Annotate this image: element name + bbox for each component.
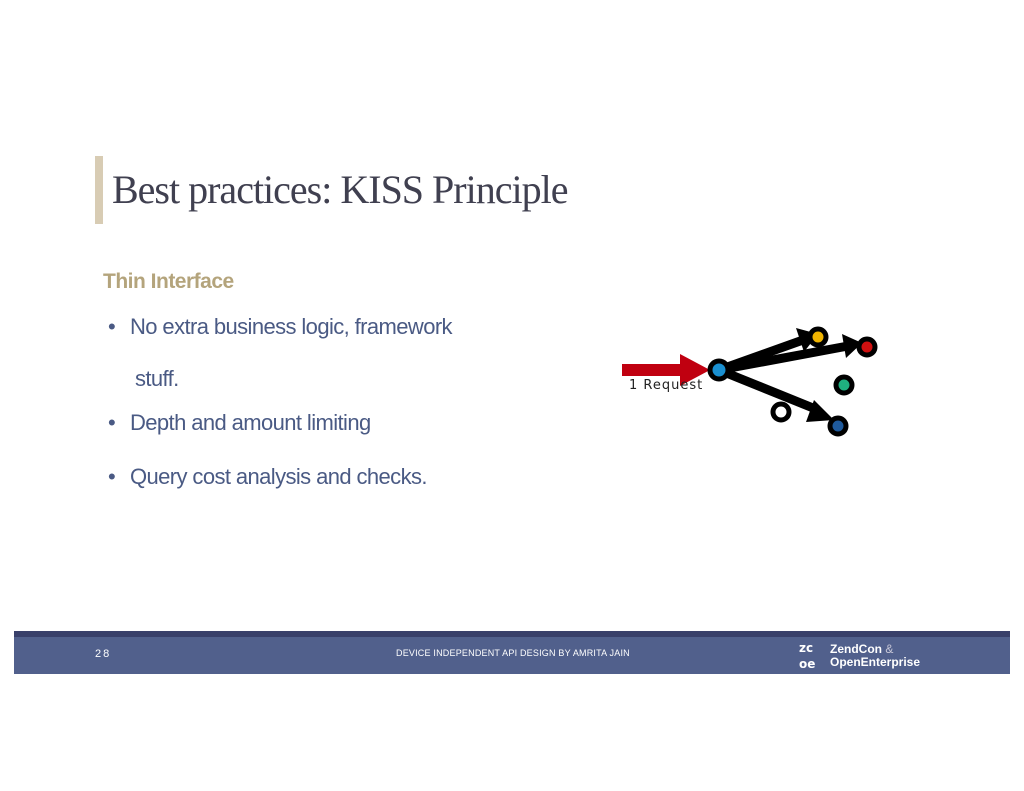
diagram-edge [719, 370, 818, 410]
svg-text:oe: oe [799, 657, 816, 671]
bullet-text: No extra business logic, framework [130, 314, 452, 339]
bullet-dot: • [108, 410, 116, 435]
logo-line2: OpenEnterprise [830, 655, 921, 669]
zendcon-logo [796, 639, 928, 671]
zendcon-logo-mark [796, 639, 822, 671]
bullet-text: Query cost analysis and checks. [130, 464, 427, 489]
diagram-label: 1 Request [629, 378, 704, 393]
bullet-text: Depth and amount limiting [130, 410, 371, 435]
svg-text:zc: zc [799, 641, 814, 655]
bullet-item [108, 410, 371, 436]
bullet-item [108, 464, 427, 490]
bullet-dot: • [108, 314, 116, 339]
node-green [836, 377, 852, 393]
node-yellow [810, 329, 826, 345]
node-source [710, 361, 728, 379]
slide-subtitle: Thin Interface [103, 270, 234, 293]
node-red [859, 339, 875, 355]
footer-caption: DEVICE INDEPENDENT API DESIGN BY AMRITA JAIN [396, 648, 630, 658]
logo-line1: ZendCon & [830, 642, 894, 656]
bullet-continuation: stuff. [135, 366, 179, 391]
bullet-item [108, 314, 452, 340]
slide-title: Best practices: KISS Principle [112, 167, 568, 212]
page-number: 28 [95, 648, 112, 660]
title-accent-bar [95, 156, 103, 224]
node-white [773, 404, 789, 420]
bullet-dot: • [108, 464, 116, 489]
node-blue [830, 418, 846, 434]
